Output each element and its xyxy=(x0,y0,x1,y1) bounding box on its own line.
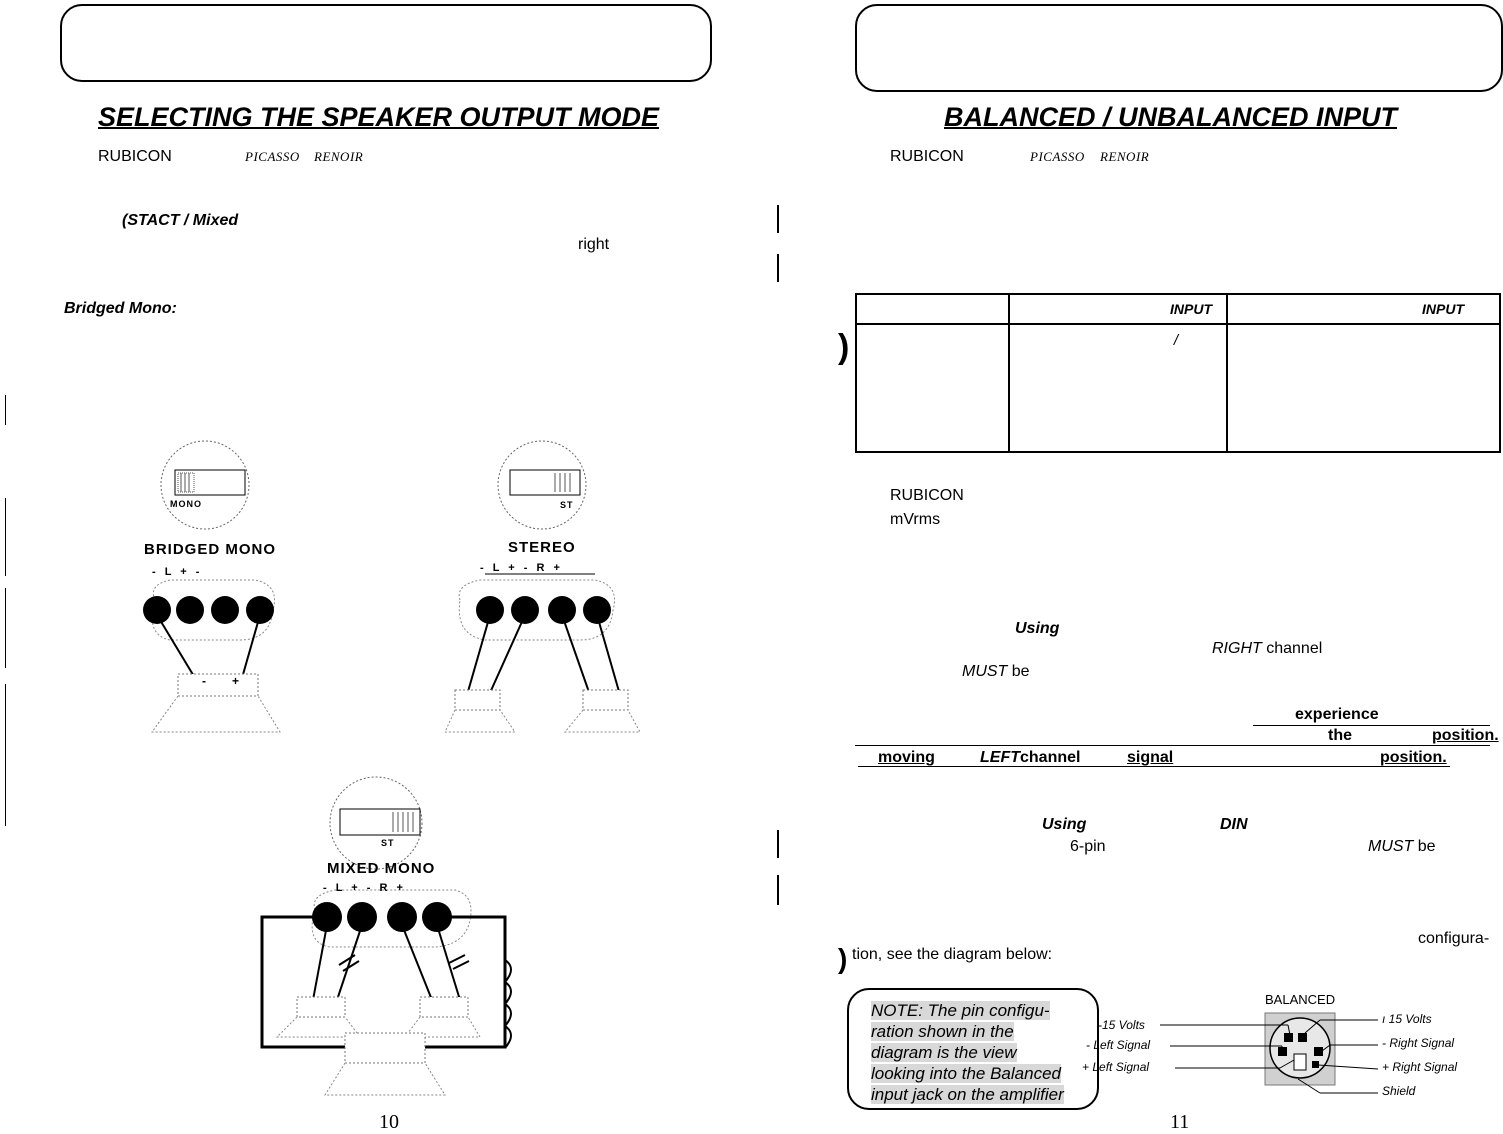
left-channel-word: LEFT xyxy=(980,749,1020,766)
note-line: input jack on the amplifier xyxy=(871,1085,1064,1104)
col2-header: INPUT xyxy=(1170,301,1212,317)
right-brand: RUBICON xyxy=(890,148,964,165)
right-word: right xyxy=(578,236,610,253)
mixed-mono-diagram xyxy=(255,775,525,1105)
pin-label: - Right Signal xyxy=(1382,1036,1455,1050)
din-word: DIN xyxy=(1220,816,1248,833)
the-word: the xyxy=(1328,727,1352,744)
col2-row1: / xyxy=(1173,332,1178,349)
must-be-1 xyxy=(962,663,1030,681)
note-line: looking into the Balanced xyxy=(871,1064,1061,1083)
pin-label: -15 Volts xyxy=(1098,1018,1145,1032)
must-word-2: MUST xyxy=(1368,838,1414,855)
stereo-mode-label: STEREO xyxy=(508,539,576,556)
margin-line xyxy=(5,684,6,826)
paren-mark-2: ) xyxy=(838,943,848,974)
speaker-plus: + xyxy=(232,674,240,688)
paren-mark: ) xyxy=(838,328,850,366)
note-box xyxy=(847,988,1099,1110)
scan-mark xyxy=(777,205,779,233)
bridged-mono-diagram xyxy=(130,440,300,740)
must-word: MUST xyxy=(962,663,1008,680)
table-header-cell xyxy=(1009,294,1227,324)
moving-word: moving xyxy=(878,749,935,766)
mixed-terminals: - L + - R + xyxy=(323,882,406,894)
left-model-picasso: PICASSO xyxy=(245,149,300,164)
be-word: be xyxy=(1011,663,1030,680)
left-brand: RUBICON xyxy=(98,148,172,165)
right-model-renoir: RENOIR xyxy=(1100,149,1150,164)
stereo-diagram xyxy=(445,440,645,740)
left-model-renoir: RENOIR xyxy=(314,149,364,164)
underline-rule-1 xyxy=(1253,725,1490,726)
left-header-box xyxy=(60,4,712,82)
table-cell xyxy=(1009,324,1227,452)
left-channel-phrase xyxy=(980,749,1080,767)
note-line: NOTE: The pin configu- xyxy=(871,1001,1050,1020)
scan-mark xyxy=(777,254,779,282)
signal-word: signal xyxy=(1127,749,1174,766)
stereo-switch-label: ST xyxy=(560,500,574,510)
mixed-mode-label: MIXED MONO xyxy=(327,860,436,877)
pin-label: ı 15 Volts xyxy=(1382,1012,1432,1026)
right-channel-line xyxy=(1212,640,1322,658)
col3-header: INPUT xyxy=(1422,301,1464,317)
margin-line xyxy=(5,588,6,668)
position-word-2: position. xyxy=(1380,749,1447,766)
be-word-2: be xyxy=(1417,838,1436,855)
scan-mark xyxy=(777,830,779,858)
scan-mark xyxy=(777,875,779,905)
margin-line xyxy=(5,395,6,425)
left-page-title: SELECTING THE SPEAKER OUTPUT MODE xyxy=(98,102,660,132)
bridged-terminals: - L + - xyxy=(152,566,203,578)
bridged-mode-label: BRIDGED MONO xyxy=(144,541,276,558)
right-page-title: BALANCED / UNBALANCED INPUT xyxy=(944,102,1397,132)
right-page-number: 11 xyxy=(1170,1111,1190,1133)
six-pin: 6-pin xyxy=(1070,838,1106,855)
left-page-number: 10 xyxy=(379,1111,399,1133)
right-header-box xyxy=(855,4,1503,92)
bridged-switch-label: MONO xyxy=(170,499,202,509)
right-model-picasso: PICASSO xyxy=(1030,149,1085,164)
mixed-switch-label: ST xyxy=(381,838,395,848)
table-cell xyxy=(1227,324,1500,452)
right-channel-word: RIGHT xyxy=(1212,640,1262,657)
din-connector-diagram xyxy=(1130,1005,1410,1105)
margin-line xyxy=(5,498,6,576)
stereo-terminals: - L + - R + xyxy=(480,562,563,574)
must-be-2 xyxy=(1368,838,1436,856)
pin-label: Shield xyxy=(1382,1084,1416,1098)
using-2: Using xyxy=(1042,816,1087,833)
pin-label: - Left Signal xyxy=(1086,1038,1151,1052)
pin-label: + Right Signal xyxy=(1382,1060,1458,1074)
channel-word-2: channel xyxy=(1020,749,1081,766)
sens-brand: RUBICON xyxy=(890,487,964,504)
underline-rule-2 xyxy=(855,745,1490,746)
position-word-1: position. xyxy=(1432,727,1499,744)
mode-note: (STACT / Mixed xyxy=(122,212,239,229)
note-line: diagram is the view xyxy=(871,1043,1017,1062)
experience-word: experience xyxy=(1295,706,1379,723)
tion-line: tion, see the diagram below: xyxy=(852,946,1053,963)
table-header-cell xyxy=(1227,294,1500,324)
input-table xyxy=(855,293,1501,453)
bridged-mono-heading: Bridged Mono: xyxy=(64,300,177,317)
table-cell xyxy=(856,324,1009,452)
table-header-cell xyxy=(856,294,1009,324)
configura-text: configura- xyxy=(1418,930,1490,947)
using-1: Using xyxy=(1015,620,1060,637)
pin-label: + Left Signal xyxy=(1082,1060,1150,1074)
note-line: ration shown in the xyxy=(871,1022,1014,1041)
speaker-minus: - xyxy=(202,674,206,688)
sens-unit: mVrms xyxy=(890,511,941,528)
connector-title: BALANCED xyxy=(1265,992,1336,1007)
channel-word: channel xyxy=(1266,640,1323,657)
